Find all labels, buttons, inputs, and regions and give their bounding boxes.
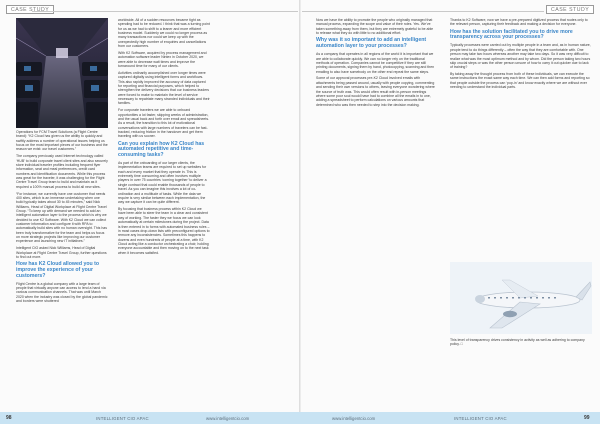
website-link[interactable]: www.intelligentcio.com xyxy=(332,415,376,421)
paragraph: Thanks to K2 Software, now we have a pre-prepared digitized process that routes only to the relevant person, capturing their feedback and making a decision for everyone. xyxy=(450,18,588,27)
section-tag-right: CASE STUDY xyxy=(546,5,594,14)
paragraph: Activities ordinarily accomplished over longer times were captured digitally using intelligent forms and workflows. This also rapidly improved the accuracy of data captured for reporting and financial purposes, which helped to strengthen the delivery decisions that our business leaders were forced to make to maintain the level of service necessary to repatriate many stranded individuals and their families. xyxy=(118,70,210,106)
paragraph: Some of our approval processes pre-K2 Cloud involved emails with attachments being passed around, usually with people copying, commenting and sending their own versions to others, leaving everyone wondering where the source of truth was. This would often result with in-person meetings where some poor soul would have had to combine all the emails in to one, adding a spreadsheet to perform calculations on various amounts that determined who was then needed to step into the decision making. xyxy=(316,76,435,107)
paragraph: This level of transparency drives consistency in activity as well as adhering to company policy. □ xyxy=(450,338,585,347)
aircraft-cabin-illustration xyxy=(16,18,108,128)
article-column-4-continued xyxy=(450,338,592,410)
footer-right xyxy=(300,412,600,424)
article-column-3 xyxy=(316,18,436,410)
paragraph: “For instance, we currently have one customer that needs 400 sites, which is an immense undertaking when one build typically takes about 30 to 45 minutes,” said Nick Williams, Head of Digital Workplace at Flight Centre Travel Group. “To keep up with demand we needed to add an intelligent automation layer to the process which is why we decided to use K2 Software. With K2 Cloud we can collect customer information and configure it with RPA to automatically build sites with no human oversight. This has been truly transformative for the team and helps us focus on more strategic projects like improving our customer experience and launching new IT initiatives.” xyxy=(16,191,107,244)
magazine-name: INTELLIGENT CIO APAC xyxy=(96,415,149,421)
magazine-name: INTELLIGENT CIO APAC xyxy=(454,415,507,421)
header-rule-left xyxy=(32,11,298,12)
paragraph: Operations for FCM Travel Solutions (a Flight Centre brand): “K2 Cloud has given us the ability to quickly and swiftly address a number of operational issues helping us focus on the most important pieces of our business and the reason we exist: our travel customers.” xyxy=(16,130,108,152)
subheading: Can you explain how K2 Cloud has automated repetitive and time-consuming tasks? xyxy=(118,140,205,158)
subheading: How has K2 Cloud allowed you to improve the experience of your customers? xyxy=(16,261,100,279)
paragraph: As a company that operates in all regions of the world it is important that we are able to collaborate quickly. We can no longer rely on the traditional methods of operation. Companies cannot be competitive if they are still printing documents, signing them by hand, photocopying, scanning and then emailing to also have somebody on the other end repeat the same steps. xyxy=(316,52,435,74)
airplane-photo xyxy=(450,262,592,334)
airplane-illustration xyxy=(450,262,592,334)
aircraft-cabin-photo xyxy=(16,18,108,128)
section-tag-left: CASE STUDY xyxy=(6,5,54,14)
header-rule-right xyxy=(302,11,544,12)
subheading: Why was it so important to add an intelligent automation layer to your processes? xyxy=(316,37,427,49)
paragraph: Typically processes were carried out by multiple people in a team and, as in human nature, people tend to do things differently – often the way that they are comfortable with. One person may take two hours whereas another may take two days. So it was very difficult to realize what was the most optimum method and by whom. Did the person taking two hours skip crucial steps or was the other person unsure of how to carry it out quicker due to lack of training? xyxy=(450,43,591,70)
article-column-4 xyxy=(450,18,592,258)
page-number: 98 xyxy=(6,415,12,421)
page-number: 99 xyxy=(584,415,590,421)
article-column-1 xyxy=(16,130,108,410)
paragraph: worldwide. All of a sudden resources became tight as spending had to be reduced. I think that was a turning point for us as we had to shift to a leaner and more efficient business model. Suddenly we could no longer process as many transactions nor could we keep up with the unexpectedly high number of enquiries and cancellations from our customers. xyxy=(118,18,210,49)
paragraph: With K2 Software, acquired by process management and automation software leader Nintex in October 2020, we were able to decrease wait times and improve the turnaround time for many of our clients. xyxy=(118,51,207,69)
website-link[interactable]: www.intelligentcio.com xyxy=(206,415,250,421)
paragraph: By taking away the thought process from both of these individuals, we can execute the same instructions the exact same way each time. We can then add forms and reporting so that people outside the process can ‘pop-in’ and know exactly where we are without ever needing to understand the individual parts. xyxy=(450,72,590,90)
article-column-2 xyxy=(118,18,210,410)
paragraph: By focusing that business process within K2 Cloud we have been able to steer the team in a clear and consistent way of working. The faster they we focus we can look automatically at certain milestones during the project. Data is then entered in to forms with automated business rules – in most cases drop-down lists with preconfigured options to remove any inconsistencies. Sometimes this happens to dozens and even hundreds of people at a time, with K2 Cloud acting like a conductor orchestrating a choir, holding everyone accountable and then moving on to the next task when it becomes satisfied. xyxy=(118,207,210,255)
paragraph: Intelligent CIO asked Nick Williams, Head of Digital Workplace at Flight Centre Travel Group, further questions to find out more. xyxy=(16,246,107,260)
paragraph: As part of the onboarding of our larger clients, the implementation teams are required to set up websites for each and every market that they operate in. This is extremely time consuming and often involves multiple players in over 75 countries ‘coming together’ to deliver a single contract that could enable thousands of people to travel. As you can imagine this involves a lot of co-ordination and a multitude of tasks. While the data we require is very similar between each implementation, the way we capture it can be quite different. xyxy=(118,161,207,205)
paragraph: Now we have the ability to promote the people who originally managed that manual process, expanding the scope and value of their roles. Yes. We’ve taken something away from them, but they are extremely grateful to be able to release what they do with little to no additional effort. xyxy=(316,18,434,36)
paragraph: The company previously used Internet technology called ‘HUB’ to build corporate travel client sites and also securely store individual traveler profiles including frequent flyer information, seat and meal preferences, credit card numbers and identification documents. While this process was great for the traveler, it was challenging for the Flight Centre Travel Group team to build and maintain as it required a 100% manual process to build all new sites. xyxy=(16,154,108,189)
paragraph: Flight Centre is a global company with a large team of people that virtually anyone can access to lend a hand via various communication channels. That was until March 2020 when the industry was closed by the global pandemic and borders were shuttered xyxy=(16,281,108,304)
paragraph: For corporate travelers we are able to onboard opportunities a lot faster, skipping weeks of administration, and the usual back and forth over email and spreadsheets. As a result, the transition to this lot of motivational conversations with large numbers of travelers can be fast-tracked, reducing friction in the handover and get them traveling with us sooner. xyxy=(118,108,210,139)
page-gutter xyxy=(299,0,301,412)
footer-left xyxy=(0,412,300,424)
subheading: How has the solution facilitated you to drive more transparency across your processes? xyxy=(450,28,573,41)
